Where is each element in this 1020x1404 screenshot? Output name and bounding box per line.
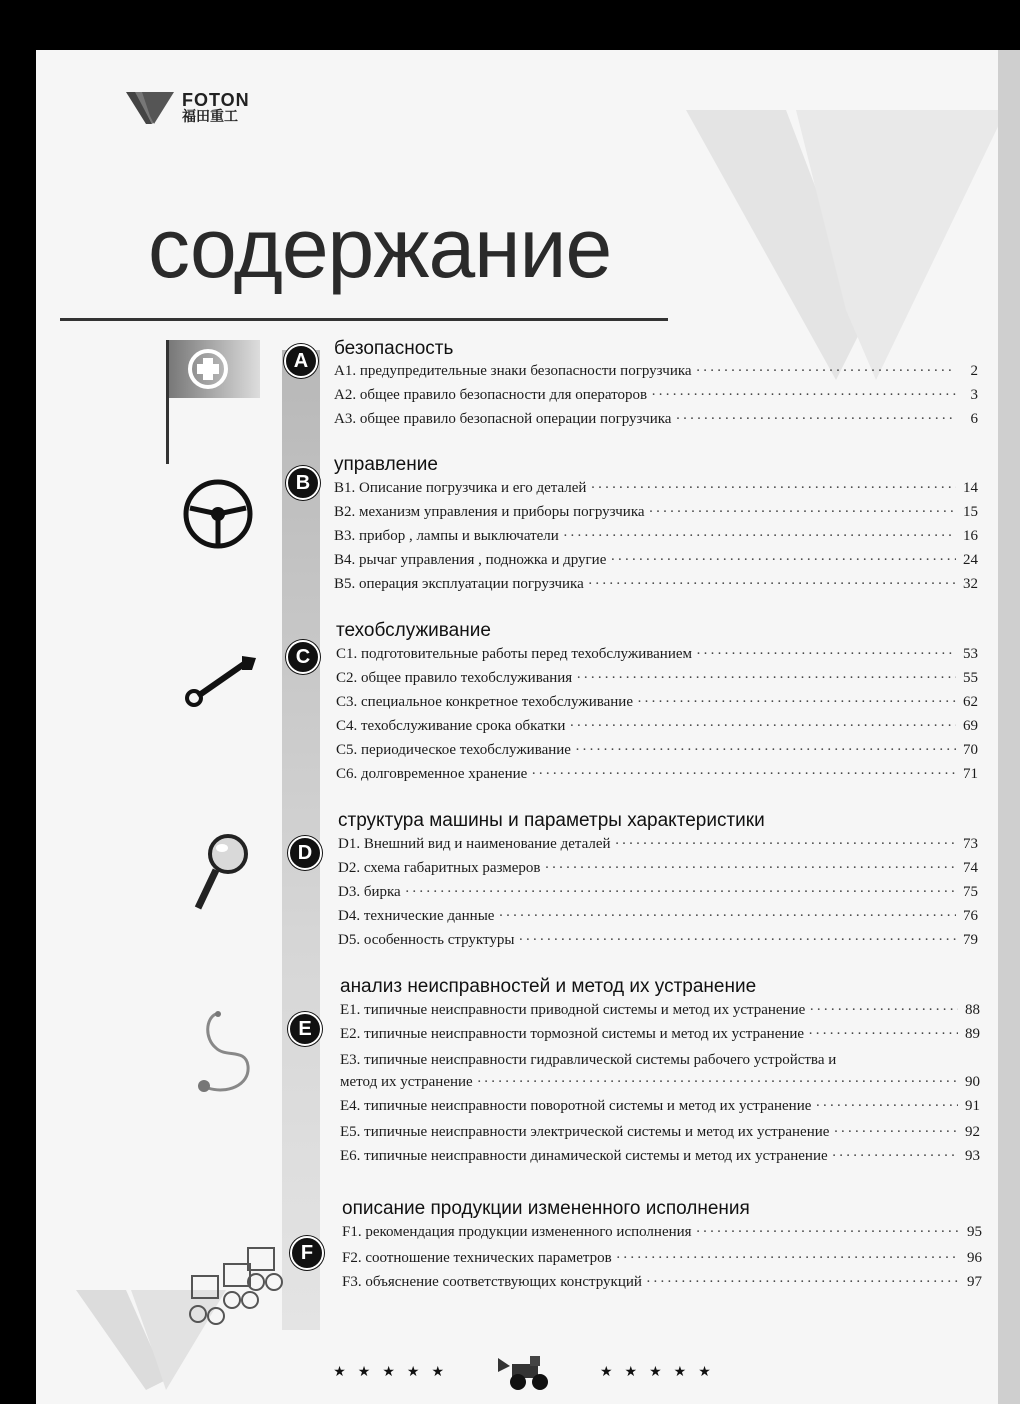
dot-leader (637, 694, 956, 711)
page-edge-strip (998, 50, 1020, 1404)
toc-entry-page: 88 (965, 1002, 980, 1018)
toc-entry-page: 92 (965, 1124, 980, 1140)
toc-entry[interactable] (334, 552, 978, 574)
dot-leader (616, 1250, 960, 1267)
dot-leader (477, 1074, 958, 1091)
toc-entry-page: 89 (965, 1026, 980, 1042)
toc-entry-text: D3. бирка (338, 884, 401, 900)
toc-entry[interactable] (342, 1274, 982, 1296)
section-title-b: управление (334, 454, 438, 475)
toc-entry[interactable] (338, 908, 978, 930)
toc-entry-page: 6 (970, 411, 978, 427)
toc-entry[interactable] (338, 884, 978, 906)
dot-leader (518, 932, 956, 949)
section-badge-d: D (288, 836, 322, 870)
toc-entry-page: 75 (963, 884, 978, 900)
toc-entry[interactable] (340, 1026, 980, 1048)
dot-leader (563, 528, 956, 545)
section-title-f: описание продукции измененного исполнения (342, 1198, 750, 1219)
toc-entry-text: B2. механизм управления и приборы погрузчика (334, 504, 645, 520)
page-title: содержание (148, 201, 612, 295)
toc-entry-page: 97 (967, 1274, 982, 1290)
toc-entry-page: 2 (970, 363, 978, 379)
toc-entry-page: 96 (967, 1250, 982, 1266)
toc-entry-text: D4. технические данные (338, 908, 495, 924)
toc-entry[interactable] (338, 836, 978, 858)
footer-stars-right: ★★★★★ (600, 1364, 723, 1380)
toc-entry-text: B3. прибор , лампы и выключатели (334, 528, 559, 544)
toc-entry[interactable] (342, 1250, 982, 1272)
wrench-icon (184, 652, 260, 708)
toc-entry[interactable] (334, 504, 978, 526)
dot-leader (405, 884, 956, 901)
dot-leader (808, 1026, 958, 1043)
dot-leader (833, 1124, 958, 1141)
toc-entry[interactable] (340, 1074, 980, 1096)
section-title-a: безопасность (334, 338, 454, 359)
toc-entry-text: E1. типичные неисправности приводной системы и метод их устранение (340, 1002, 806, 1018)
section-title-c: техобслуживание (336, 620, 491, 641)
dot-leader (531, 766, 956, 783)
toc-entry-page: 90 (965, 1074, 980, 1090)
toc-entry[interactable] (342, 1224, 982, 1246)
toc-entry[interactable] (340, 1098, 980, 1120)
dot-leader (649, 504, 956, 521)
toc-entry[interactable] (338, 932, 978, 954)
document-page (36, 50, 1020, 1404)
toc-entry[interactable] (334, 480, 978, 502)
stethoscope-icon (186, 1008, 266, 1098)
toc-entry-page: 91 (965, 1098, 980, 1114)
section-badge-c: C (286, 640, 320, 674)
toc-entry-text: метод их устранение (340, 1074, 473, 1090)
dot-leader (675, 411, 956, 428)
foton-v-logo-icon (126, 90, 174, 126)
toc-entry-page: 16 (963, 528, 978, 544)
section-badge-f: F (290, 1236, 324, 1270)
title-divider (60, 318, 668, 321)
toc-entry[interactable] (336, 646, 978, 668)
dot-leader (498, 908, 956, 925)
toc-entry[interactable] (336, 742, 978, 764)
toc-entry[interactable] (334, 363, 978, 385)
section-badge-b: B (286, 466, 320, 500)
foton-logo (126, 90, 250, 126)
dot-leader (832, 1148, 958, 1165)
toc-entry-text: D2. схема габаритных размеров (338, 860, 541, 876)
toc-entry[interactable] (334, 411, 978, 433)
toc-entry-text: F1. рекомендация продукции измененного исполнения (342, 1224, 692, 1240)
dot-leader (651, 387, 956, 404)
toc-entry[interactable] (336, 766, 978, 788)
toc-entry[interactable] (334, 528, 978, 550)
toc-entry-text: F2. соотношение технических параметров (342, 1250, 612, 1266)
toc-entry-text[interactable]: E3. типичные неисправности гидравлической системы рабочего устройства и (340, 1052, 837, 1068)
page-footer (36, 1352, 1020, 1392)
toc-entry-text: C1. подготовительные работы перед техобслуживанием (336, 646, 692, 662)
toc-entry-text: E5. типичные неисправности электрической системы и метод их устранение (340, 1124, 830, 1140)
toc-entry-page: 74 (963, 860, 978, 876)
toc-entry-text: C4. техобслуживание срока обкатки (336, 718, 566, 734)
toc-entry-page: 15 (963, 504, 978, 520)
toc-entry-page: 32 (963, 576, 978, 592)
toc-entry-text: C2. общее правило техобслуживания (336, 670, 573, 686)
toc-entry-page: 55 (963, 670, 978, 686)
toc-entry[interactable] (334, 576, 978, 598)
toc-entry-text: B5. операция эксплуатации погрузчика (334, 576, 584, 592)
toc-entry[interactable] (336, 718, 978, 740)
dot-leader (588, 576, 956, 593)
dot-leader (809, 1002, 958, 1019)
dot-leader (696, 1224, 960, 1241)
safety-flag-icon (164, 338, 264, 466)
footer-stars-left: ★★★★★ (333, 1364, 456, 1380)
toc-entry-page: 79 (963, 932, 978, 948)
dot-leader (815, 1098, 958, 1115)
toc-entry-page: 70 (963, 742, 978, 758)
toc-entry-text: A1. предупредительные знаки безопасности погрузчика (334, 363, 692, 379)
toc-entry-text: B1. Описание погрузчика и его деталей (334, 480, 587, 496)
toc-entry-text: F3. объяснение соответствующих конструкций (342, 1274, 642, 1290)
section-title-e: анализ неисправностей и метод их устранение (340, 976, 757, 997)
brand-name-cn: 福田重工 (182, 109, 238, 126)
section-badge-a: A (284, 344, 318, 378)
dot-leader (610, 552, 956, 569)
toc-entry-page: 53 (963, 646, 978, 662)
dot-leader (569, 718, 956, 735)
dot-leader (590, 480, 956, 497)
toc-entry-page: 73 (963, 836, 978, 852)
toc-entry-text: E4. типичные неисправности поворотной системы и метод их устранение (340, 1098, 812, 1114)
dot-leader (696, 646, 956, 663)
toc-entry[interactable] (338, 860, 978, 882)
toc-entry-page: 93 (965, 1148, 980, 1164)
dot-leader (575, 742, 956, 759)
toc-entry-page: 14 (963, 480, 978, 496)
dot-leader (576, 670, 956, 687)
toc-entry[interactable] (340, 1002, 980, 1024)
toc-entry-text: E2. типичные неисправности тормозной системы и метод их устранение (340, 1026, 805, 1042)
wheel-loader-icon (496, 1352, 560, 1392)
steering-wheel-icon (182, 478, 256, 550)
dot-leader (545, 860, 956, 877)
dot-leader (696, 363, 956, 380)
toc-entry-text: E6. типичные неисправности динамической системы и метод их устранение (340, 1148, 828, 1164)
toc-entry-text: C6. долговременное хранение (336, 766, 528, 782)
toc-entry-page: 76 (963, 908, 978, 924)
dot-leader (615, 836, 956, 853)
toc-entry-page: 3 (970, 387, 978, 403)
magnifier-icon (186, 830, 252, 914)
toc-entry[interactable] (334, 387, 978, 409)
toc-entry-text: A2. общее правило безопасности для операторов (334, 387, 648, 403)
toc-entry-page: 69 (963, 718, 978, 734)
toc-entry-page: 71 (963, 766, 978, 782)
section-badge-e: E (288, 1012, 322, 1046)
toc-entry-page: 95 (967, 1224, 982, 1240)
loaders-group-icon (184, 1236, 284, 1336)
watermark-logo-icon (676, 70, 1016, 400)
toc-entry-page: 62 (963, 694, 978, 710)
toc-entry-text: D1. Внешний вид и наименование деталей (338, 836, 611, 852)
brand-name: FOTON (182, 90, 250, 111)
dot-leader (646, 1274, 960, 1291)
toc-entry[interactable] (336, 670, 978, 692)
toc-entry[interactable] (336, 694, 978, 716)
toc-entry[interactable] (340, 1124, 980, 1146)
toc-entry[interactable] (340, 1148, 980, 1170)
toc-entry-page: 24 (963, 552, 978, 568)
section-title-d: структура машины и параметры характеристики (338, 810, 765, 831)
toc-entry-text: C5. периодическое техобслуживание (336, 742, 571, 758)
toc-entry-text: B4. рычаг управления , подножка и другие (334, 552, 607, 568)
toc-entry-text: C3. специальное конкретное техобслуживание (336, 694, 633, 710)
toc-entry-text: A3. общее правило безопасной операции погрузчика (334, 411, 672, 427)
toc-entry-text: D5. особенность структуры (338, 932, 515, 948)
